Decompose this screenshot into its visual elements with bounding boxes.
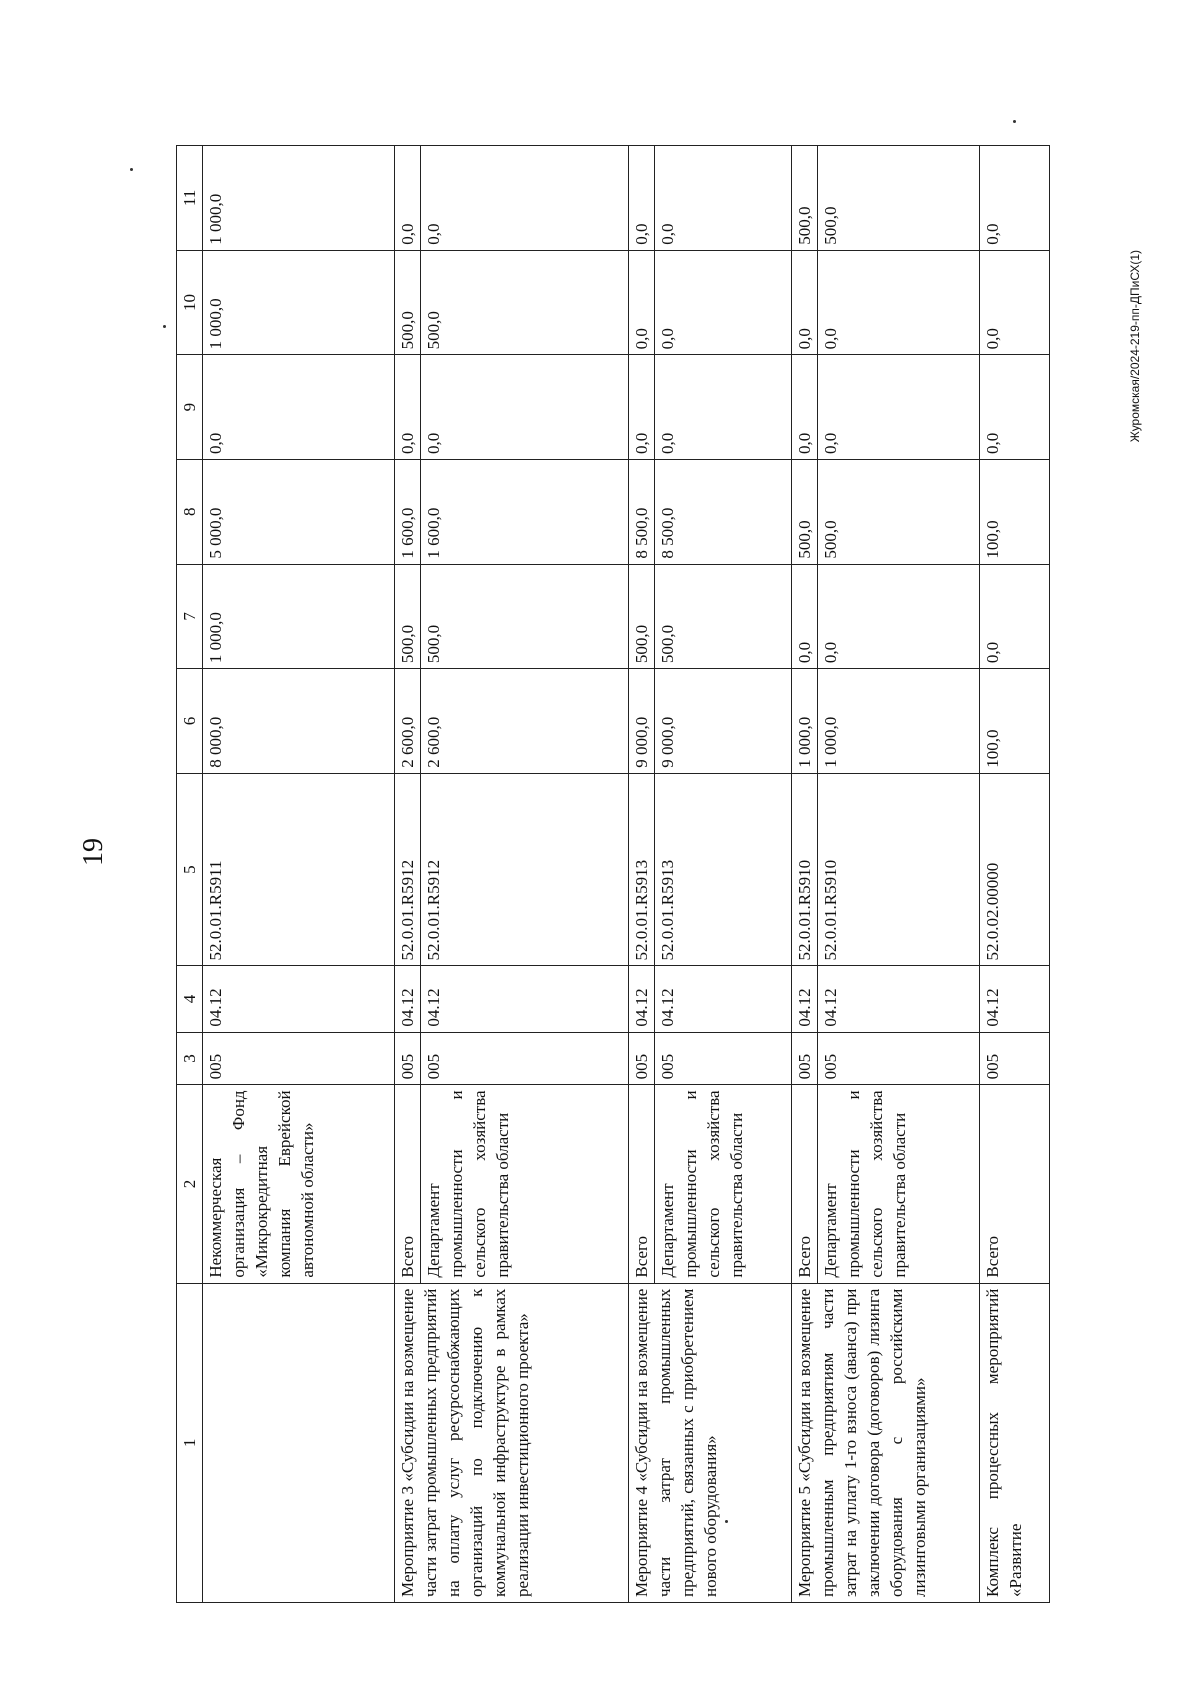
table-cell: 0,0 (395, 146, 421, 251)
table-cell: Всего (395, 1085, 421, 1283)
table-cell: 8 000,0 (203, 669, 395, 774)
table-cell: 005 (792, 1032, 818, 1085)
table-cell: 500,0 (818, 146, 980, 251)
table-cell: 0,0 (792, 355, 818, 460)
table-cell: Всего (980, 1085, 1050, 1283)
table-cell: 500,0 (421, 564, 629, 669)
table-cell: 0,0 (203, 355, 395, 460)
table-cell: 1 000,0 (203, 564, 395, 669)
table-cell: 52.0.01.R5911 (203, 773, 395, 966)
table-cell: 0,0 (980, 564, 1050, 669)
table-cell: 1 000,0 (203, 146, 395, 251)
table-cell: 0,0 (792, 250, 818, 355)
column-header: 3 (177, 1032, 203, 1085)
page-number: 19 (78, 838, 109, 866)
table-cell: 0,0 (629, 146, 655, 251)
table-cell: Некоммерческая организация – Фонд «Микрокредитная компания Еврейской автономной области» (203, 1085, 395, 1283)
column-header: 10 (177, 250, 203, 355)
table-cell: 005 (818, 1032, 980, 1085)
table-cell: 52.0.01.R5913 (655, 773, 792, 966)
table-cell: 04.12 (395, 966, 421, 1032)
table-cell: 0,0 (980, 355, 1050, 460)
table-cell: 04.12 (421, 966, 629, 1032)
table-cell: Всего (629, 1085, 655, 1283)
table-cell: 0,0 (395, 355, 421, 460)
table-cell: Департамент промышленности и сельского хозяйства правительства области (655, 1085, 792, 1283)
table-cell: 52.0.01.R5910 (818, 773, 980, 966)
budget-table (176, 145, 1050, 1603)
table-cell: 1 600,0 (395, 459, 421, 564)
header-row (177, 146, 203, 1603)
table-row (395, 146, 421, 1603)
table-cell: 52.0.01.R5912 (421, 773, 629, 966)
table-cell: 0,0 (421, 355, 629, 460)
table-cell: 1 000,0 (203, 250, 395, 355)
scan-speck (1013, 120, 1016, 123)
table-cell: 04.12 (655, 966, 792, 1032)
table-cell: 1 000,0 (792, 669, 818, 774)
table-cell (203, 1283, 395, 1602)
table-cell: Департамент промышленности и сельского хозяйства правительства области (421, 1085, 629, 1283)
table-cell: 52.0.01.R5910 (792, 773, 818, 966)
column-header: 4 (177, 966, 203, 1032)
column-header: 2 (177, 1085, 203, 1283)
table-cell: 52.0.01.R5913 (629, 773, 655, 966)
document-code: Журомская/2024-219-пп-ДПиСХ(1) (1128, 250, 1142, 443)
table-cell: 9 000,0 (629, 669, 655, 774)
table-cell: 0,0 (655, 250, 792, 355)
table-cell: 500,0 (395, 250, 421, 355)
column-header: 1 (177, 1283, 203, 1602)
rotated-table-wrapper (176, 145, 1052, 1603)
table-cell: 9 000,0 (655, 669, 792, 774)
table-cell: 005 (655, 1032, 792, 1085)
table-cell: 0,0 (818, 355, 980, 460)
table-cell: 500,0 (421, 250, 629, 355)
table-cell: 005 (980, 1032, 1050, 1085)
table-cell: 500,0 (792, 459, 818, 564)
table-cell: 1 000,0 (818, 669, 980, 774)
table-cell: 500,0 (629, 564, 655, 669)
table-cell: 1 600,0 (421, 459, 629, 564)
table-cell: 2 600,0 (395, 669, 421, 774)
table-row (629, 146, 655, 1603)
table-cell: 04.12 (629, 966, 655, 1032)
table-cell: Мероприятие 3 «Субсидии на возмещение части затрат промышленных предприятий на оплату услуг ресурсоснабжающих организаций по подключению к коммунальной инфраструктуре в рамках реализации инвестиционного проекта» (395, 1283, 629, 1602)
table-cell: 0,0 (655, 146, 792, 251)
column-header: 9 (177, 355, 203, 460)
table-row (980, 146, 1050, 1603)
table-cell: 005 (203, 1032, 395, 1085)
table-cell: 04.12 (980, 966, 1050, 1032)
table-cell: 0,0 (818, 250, 980, 355)
table-cell: 04.12 (818, 966, 980, 1032)
column-header: 5 (177, 773, 203, 966)
table-cell: 0,0 (629, 250, 655, 355)
table-cell: Комплекс процессных мероприятий «Развитие (980, 1283, 1050, 1602)
table-cell: 005 (629, 1032, 655, 1085)
table-cell: 0,0 (655, 355, 792, 460)
table-cell: 04.12 (203, 966, 395, 1032)
column-header: 8 (177, 459, 203, 564)
table-cell: 100,0 (980, 459, 1050, 564)
table-cell: 500,0 (818, 459, 980, 564)
table-cell: 0,0 (629, 355, 655, 460)
table-cell: 500,0 (655, 564, 792, 669)
table-cell: 005 (421, 1032, 629, 1085)
column-header: 11 (177, 146, 203, 251)
column-header: 7 (177, 564, 203, 669)
table-cell: 8 500,0 (655, 459, 792, 564)
table-cell: 0,0 (421, 146, 629, 251)
table-row (792, 146, 818, 1603)
table-cell: 0,0 (980, 250, 1050, 355)
table-cell: 500,0 (395, 564, 421, 669)
table-cell: 52.0.01.R5912 (395, 773, 421, 966)
table-row (203, 146, 395, 1603)
table-cell: 100,0 (980, 669, 1050, 774)
table-cell: Всего (792, 1085, 818, 1283)
scan-speck (163, 325, 166, 328)
table-cell: 04.12 (792, 966, 818, 1032)
table-cell: 52.0.02.00000 (980, 773, 1050, 966)
table-cell: 2 600,0 (421, 669, 629, 774)
table-cell: 0,0 (818, 564, 980, 669)
table-cell: 005 (395, 1032, 421, 1085)
table-cell: 500,0 (792, 146, 818, 251)
table-cell: 8 500,0 (629, 459, 655, 564)
table-cell: Мероприятие 5 «Субсидии на возмещение промышленным предприятиям части затрат на уплату 1-го взноса (аванса) при заключении договора (договоров) лизинга оборудования с российскими лизинговыми организациями» (792, 1283, 980, 1602)
table-cell: 0,0 (792, 564, 818, 669)
table-cell: 0,0 (980, 146, 1050, 251)
table-cell: 5 000,0 (203, 459, 395, 564)
table-cell: Мероприятие 4 «Субсидии на возмещение части затрат промышленных предприятий, связанных с приобретением нового оборудования» (629, 1283, 792, 1602)
column-header: 6 (177, 669, 203, 774)
scan-speck (130, 168, 133, 171)
table-cell: Департамент промышленности и сельского хозяйства правительства области (818, 1085, 980, 1283)
